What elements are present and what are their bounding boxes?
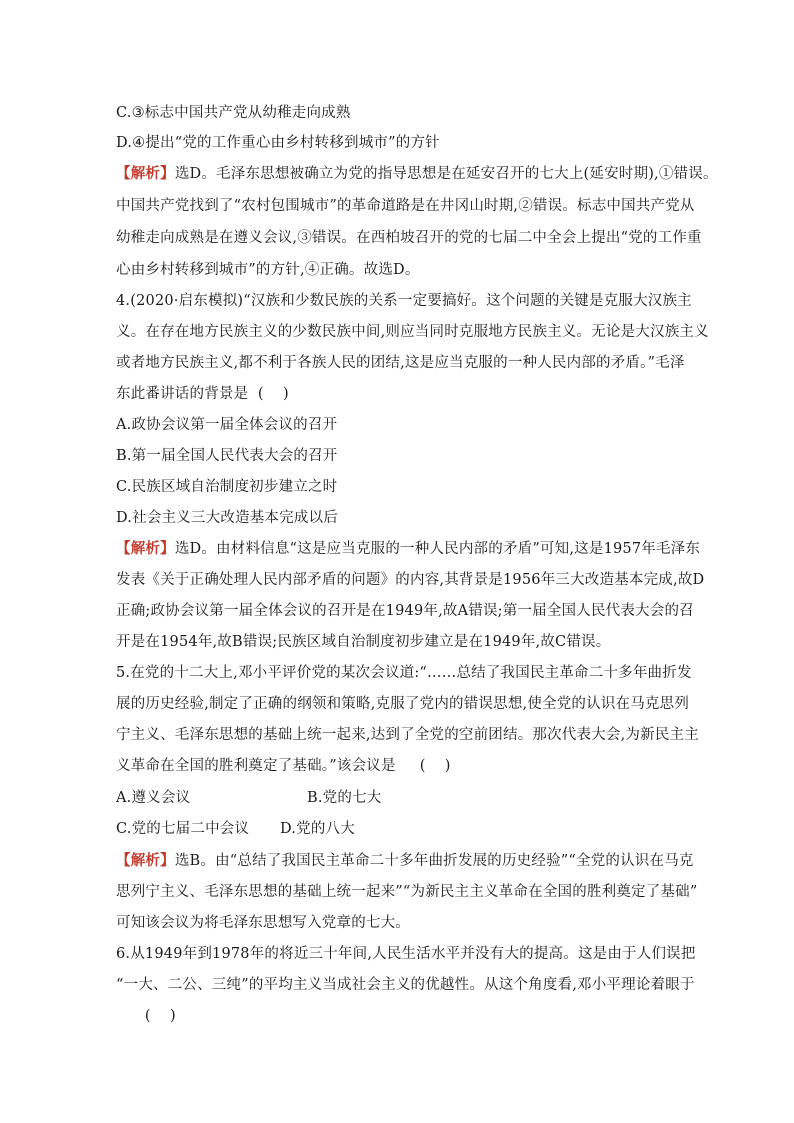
q4-option-b: B.第一届全国人民代表大会的召开: [116, 448, 338, 464]
q3-analysis-line-2: 中国共产党找到了“农村包围城市”的革命道路是在井冈山时期,②错误。标志中国共产党从: [116, 198, 695, 214]
q4-analysis-line-2: 发表《关于正确处理人民内部矛盾的问题》的内容,其背景是1956年三大改造基本完成,故D: [116, 572, 705, 588]
q5-option-a: A.遵义会议: [116, 790, 191, 806]
q5-stem-line-1: 5.在党的十二大上,邓小平评价党的某次会议道:“……总结了我国民主革命二十多年曲折发: [116, 665, 692, 681]
q3-analysis-line-4: 心由乡村转移到城市”的方针,④正确。故选D。: [116, 262, 420, 278]
q4-stem-line-4: 东此番讲话的背景是 ( ): [116, 386, 289, 402]
q4-stem-line-1: 4.(2020·启东模拟)“汉族和少数民族的关系一定要搞好。这个问题的关键是克服大汉族主: [116, 293, 692, 309]
q4-analysis-line-3: 正确;政协会议第一届全体会议的召开是在1949年,故A错误;第一届全国人民代表大会的召: [116, 603, 694, 619]
q4-stem-line-3: 或者地方民族主义,都不利于各族人民的团结,这是应当克服的一种人民内部的矛盾。”毛泽: [116, 355, 685, 371]
q5-option-b: B.党的七大: [307, 790, 382, 806]
q3-analysis-line-1: 【解析】选D。毛泽东思想被确立为党的指导思想是在延安召开的七大上(延安时期),①错误。: [116, 165, 718, 182]
q4-stem-line-2: 义。在存在地方民族主义的少数民族中间,则应当同时克服地方民族主义。无论是大汉族主义: [116, 324, 709, 340]
analysis-tag: 【解析】: [116, 165, 175, 182]
q3-analysis-line-3: 幼稚走向成熟是在遵义会议,③错误。在西柏坡召开的党的七届二中全会上提出“党的工作重: [116, 230, 702, 246]
q5-option-c: C.党的七届二中会议: [116, 821, 250, 837]
q3-option-c: C.③标志中国共产党从幼稚走向成熟: [116, 105, 351, 121]
q4-option-d: D.社会主义三大改造基本完成以后: [116, 510, 338, 526]
q6-stem-line-2: “一大、二公、三纯”的平均主义当成社会主义的优越性。从这个角度看,邓小平理论着眼于: [116, 977, 695, 993]
q4-analysis-line-4: 开是在1954年,故B错误;民族区域自治制度初步建立是在1949年,故C错误。: [116, 634, 611, 650]
q4-option-a: A.政协会议第一届全体会议的召开: [116, 417, 338, 433]
q5-analysis-line-2: 思列宁主义、毛泽东思想的基础上统一起来”“为新民主主义革命在全国的胜利奠定了基础”: [116, 884, 698, 900]
q5-stem-line-4: 义革命在全国的胜利奠定了基础。”该会议是 ( ): [116, 758, 451, 774]
q3-option-d: D.④提出“党的工作重心由乡村转移到城市”的方针: [116, 135, 440, 151]
q5-analysis-line-1: 【解析】选B。由“总结了我国民主革命二十多年曲折发展的历史经验”“全党的认识在马克: [116, 852, 694, 869]
q6-stem-line-1: 6.从1949年到1978年的将近三十年间,人民生活水平并没有大的提高。这是由于人们误把: [116, 946, 696, 962]
q5-option-d: D.党的八大: [280, 821, 355, 837]
q5-stem-line-3: 宁主义、毛泽东思想的基础上统一起来,达到了全党的空前团结。那次代表大会,为新民主主: [116, 727, 699, 743]
analysis-tag: 【解析】: [116, 540, 175, 557]
q4-option-c: C.民族区域自治制度初步建立之时: [116, 479, 338, 495]
q5-stem-line-2: 展的历史经验,制定了正确的纲领和策略,克服了党内的错误思想,使全党的认识在马克思列: [116, 696, 690, 712]
q4-analysis-line-1: 【解析】选D。由材料信息“这是应当克服的一种人民内部的矛盾”可知,这是1957年毛泽东: [116, 540, 701, 557]
q6-stem-line-3: ( ): [116, 1008, 176, 1024]
q5-analysis-line-3: 可知该会议为将毛泽东思想写入党章的七大。: [116, 915, 410, 931]
analysis-tag: 【解析】: [116, 852, 175, 869]
